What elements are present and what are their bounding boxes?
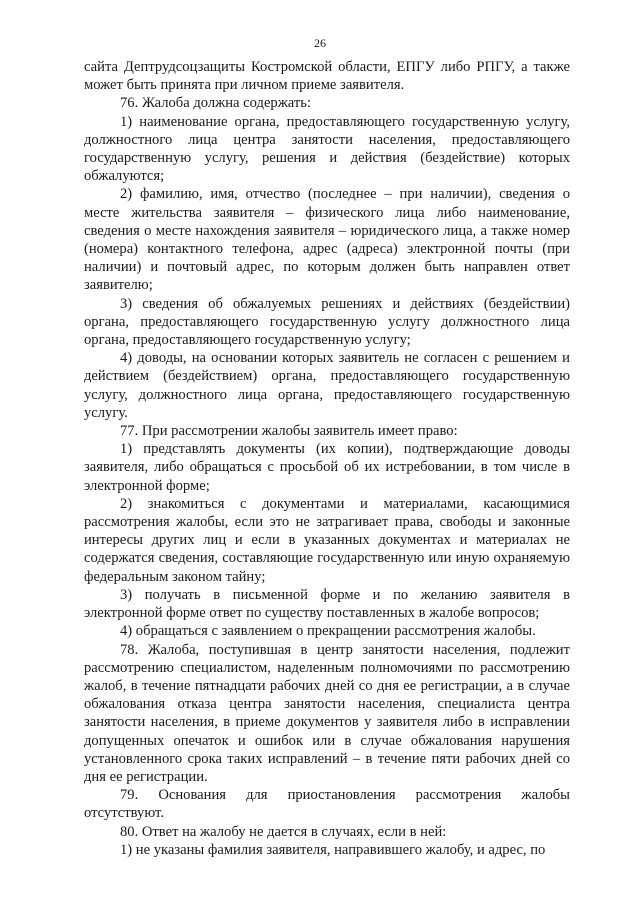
paragraph: 1) не указаны фамилия заявителя, направившего жалобу, и адрес, по: [120, 841, 546, 858]
paragraph: 2) знакомиться с документами и материалами, касающимися рассмотрения жалобы, если это не затрагивает права, свободы и законные интересы других лиц и если в указанных документах и материалах не содержатся сведения, составляющие государственную или иную охраняемую федеральным законом тайну;: [84, 495, 570, 585]
paragraph: 77. При рассмотрении жалобы заявитель имеет право:: [120, 423, 458, 440]
paragraph: 3) сведения об обжалуемых решениях и действиях (бездействии) органа, предоставляющего государственную услугу должностного лица органа, предоставляющего государственную услугу;: [84, 295, 570, 349]
paragraph: 1) наименование органа, предоставляющего государственную услугу, должностного лица центра занятости населения, предоставляющего государственную услугу, решения и действия (бездействие) которых обжалуются;: [84, 113, 570, 185]
paragraph: 80. Ответ на жалобу не дается в случаях, если в ней:: [120, 823, 447, 840]
paragraph: 1) представлять документы (их копии), подтверждающие доводы заявителя, либо обращаться с просьбой об их истребовании, в том числе в электронной форме;: [84, 441, 570, 494]
page-number: 26: [314, 36, 326, 50]
paragraph: 2) фамилию, имя, отчество (последнее – при наличии), сведения о месте жительства заявителя – физического лица либо наименование, сведения о месте нахождения заявителя – юридического лица, а также номер (номера) контактного телефона, адрес (адреса) электронной почты (при наличии) и почтовый адрес, по которым должен быть направлен ответ заявителю;: [84, 186, 570, 294]
paragraph: 79. Основания для приостановления рассмотрения жалобы отсутствуют.: [84, 787, 570, 822]
paragraph: 4) доводы, на основании которых заявитель не согласен с решением и действием (бездействием) органа, предоставляющего государственную услугу, должностного лица органа, предоставляющего государственную услугу.: [84, 350, 570, 421]
paragraph: 4) обращаться с заявлением о прекращении рассмотрения жалобы.: [120, 623, 536, 640]
paragraph: сайта Дептрудсоцзащиты Костромской области, ЕПГУ либо РПГУ, а также может быть принята при личном приеме заявителя.: [84, 59, 570, 94]
document-body: [84, 58, 570, 859]
paragraph: 3) получать в письменной форме и по желанию заявителя в электронной форме ответ по существу поставленных в жалобе вопросов;: [84, 586, 570, 622]
paragraph: 78. Жалоба, поступившая в центр занятости населения, подлежит рассмотрению специалистом, наделенным полномочиями по рассмотрению жалоб, в течение пятнадцати рабочих дней со дня ее регистрации, а в случае обжалования отказа центра занятости населения, специалиста центра занятости населения, в приеме документов у заявителя либо в исправлении допущенных опечаток и ошибок или в случае обжалования нарушения установленного срока таких исправлений – в течение пяти рабочих дней со дня ее регистрации.: [84, 641, 570, 785]
paragraph: 76. Жалоба должна содержать:: [120, 95, 311, 112]
